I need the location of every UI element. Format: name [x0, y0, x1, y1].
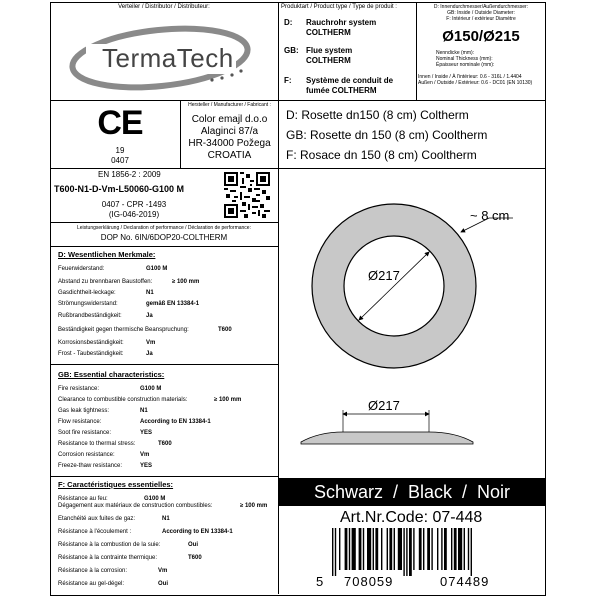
manufacturer-label: Hersteller / Manufacturer / Fabricant :: [188, 102, 271, 108]
product-type-label: Produktart / Product type / Type de produit :: [281, 4, 397, 10]
certificate: 0407 - CPR -1493 (IG-046-2019): [101, 200, 167, 219]
product-type-d: D: Rauchrohr system COLTHERM: [284, 18, 377, 37]
product-type-f: F: Système de conduit de fumée COLTHERM: [284, 76, 394, 95]
width-label: ~ 8 cm: [470, 208, 510, 223]
logo-text: TermaTech: [102, 43, 234, 73]
ce-mark: CE: [97, 104, 143, 142]
thickness-labels: Nenndicke (mm): Nominal Thickness (mm): Épaisseur nominale (mm):: [436, 50, 495, 68]
side-diameter-label: Ø217: [368, 398, 400, 413]
barcode-group-2: 074489: [440, 574, 490, 589]
barcode-digit-first: 5: [316, 574, 324, 589]
product-type-gb: GB: Flue system COLTHERM: [284, 46, 353, 65]
barcode: [332, 528, 532, 576]
descriptions: D: Rosette dn150 (8 cm) Coltherm GB: Rosette dn 150 (8 cm) Cooltherm F: Rosace dn 150 (8 cm) Cooltherm: [286, 108, 488, 162]
barcode-group-1: 708059: [344, 574, 394, 589]
dop-label: Leistungserklärung / Declaration of performance / Déclaration de performance:: [77, 225, 251, 231]
distributor-label: Verteiler / Distributor / Distributeur:: [118, 4, 210, 10]
section-d-title: D: Wesentlichen Merkmale:: [58, 250, 156, 259]
diameter-labels: D: Innendurchmesser/Außendurchmesser: GB: Inside / Outside Diameter: F: Intérieur / extérieur Diamètre: [433, 4, 529, 22]
inner-diameter-label: Ø217: [368, 268, 400, 283]
qr-code: [224, 172, 270, 218]
section-gb-title: GB: Essential characteristics:: [58, 370, 165, 379]
manufacturer-address: Color emajl d.o.o Alaginci 87/a HR-34000 Požega CROATIA: [188, 114, 271, 161]
diameter-value: Ø150/Ø215: [442, 28, 520, 45]
section-f-title: F: Caractéristiques essentielles:: [58, 480, 174, 489]
color-banner: Schwarz / Black / Noir: [279, 478, 545, 506]
material-lines: Innen / Inside / À l'intérieur: 0.6 - 316L / 1.4404 Außen / Outside / Extérieur: 0.6 - DC01 (EN 10130): [418, 74, 533, 86]
art-number: Art.Nr.Code: 07-448: [340, 509, 483, 526]
ce-code: 0407: [111, 156, 129, 165]
ce-number: 19: [115, 146, 125, 155]
standard: EN 1856-2 : 2009: [98, 170, 161, 179]
designation: T600-N1-D-Vm-L50060-G100 M: [54, 184, 185, 194]
dop-value: DOP No. 6IN/6DOP20-COLTHERM: [100, 233, 228, 242]
